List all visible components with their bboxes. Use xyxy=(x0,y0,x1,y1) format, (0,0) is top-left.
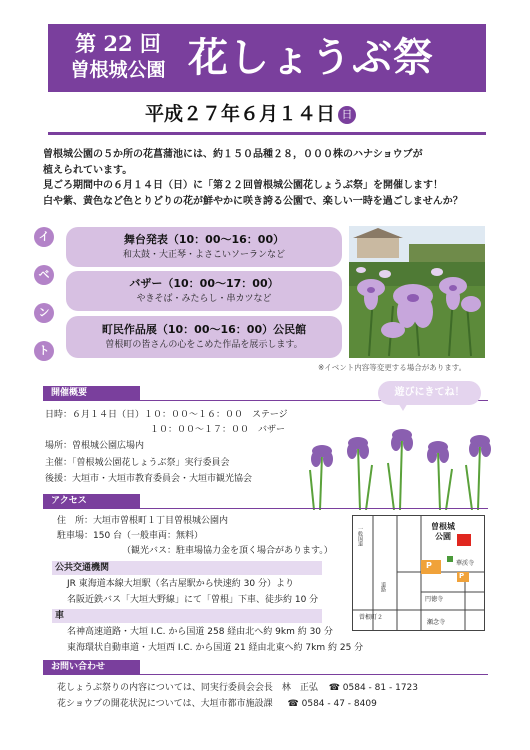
intro-line: 見ごろ期間中の６月１４日（日）に「第２２回曽根城公園花しょうぶ祭」を開催します！ xyxy=(43,180,443,191)
park-name: 曽根城公園 xyxy=(70,59,166,81)
access-parking-note: （観光バス：駐車場協力金を頂く場合があります。） xyxy=(122,546,333,556)
section-divider xyxy=(43,674,488,675)
event-card-stage xyxy=(66,227,342,267)
section-divider xyxy=(43,508,488,509)
event-side-char: ン xyxy=(34,303,54,323)
iris-photo xyxy=(349,226,485,358)
map-road-label: 一般国道 xyxy=(357,526,363,546)
map-road-label: 道路 xyxy=(380,582,386,592)
overview-heading: 開催概要 xyxy=(43,386,140,401)
intro-line: 植えられています。 xyxy=(43,164,133,176)
map-parking-label: P xyxy=(426,561,432,570)
intro-line: 曽根城公園の５か所の花菖蒲池には、約１５０品種２８，０００株のハナショウブが xyxy=(43,149,423,160)
transit-line-1: JR 東海道本線大垣駅（名古屋駅から快速約 30 分）より xyxy=(67,579,294,589)
map-entoku-label: 円徳寺 xyxy=(425,596,444,603)
contact-phone[interactable]: 0584 - 47 - 8409 xyxy=(301,699,377,709)
change-notice: ※イベント内容等変更する場合があります。 xyxy=(318,363,467,372)
map-park-label: 公園 xyxy=(435,532,451,541)
edition-label: 第 22 回 xyxy=(75,31,161,56)
car-line-2: 東海環状自動車道・大垣西 I.C. から国道 21 経由北東へ約 7km 約 25 分 xyxy=(67,643,364,653)
iris-illustration xyxy=(300,425,500,510)
event-description: やきそば・みたらし・串カツなど xyxy=(136,294,272,304)
map-shinpo-label: 瀬念寺 xyxy=(427,619,446,626)
contact-heading: お問い合わせ xyxy=(43,660,140,675)
overview-host: 主催：「曽根城公園花しょうぶ祭」実行委員会 xyxy=(45,458,230,468)
event-card-bazaar xyxy=(66,271,342,311)
event-side-char: ベ xyxy=(34,265,54,285)
event-side-char: イ xyxy=(34,227,54,247)
contact-line-1 xyxy=(57,682,418,694)
map-kakei-label: 華渓寺 xyxy=(456,560,475,567)
access-map xyxy=(352,515,485,631)
access-parking: 駐車場：150 台（一般車両：無料） xyxy=(57,531,204,541)
event-title: 町民作品展（10：00～16：00）公民館 xyxy=(101,323,307,336)
date-text: 平成２７年６月１４日 xyxy=(145,103,336,125)
overview-support: 後援：大垣市・大垣市教育委員会・大垣市観光協会 xyxy=(45,474,253,484)
event-description: 和太鼓・大正琴・よさこいソーランなど xyxy=(122,250,285,260)
event-side-char: ト xyxy=(34,341,54,361)
car-heading: 車 xyxy=(52,609,322,623)
access-address: 住 所：大垣市曽根町１丁目曽根城公園内 xyxy=(57,516,229,526)
event-card-exhibit xyxy=(66,316,342,358)
speech-bubble: 遊びにきてね！ xyxy=(378,381,481,405)
overview-time-stage: 日時：６月１４日（日）１０：００～１６：００ ステージ xyxy=(45,410,288,420)
intro-paragraph xyxy=(43,147,503,209)
intro-line: 白や紫、黄色など色とりどりの花が鮮やかに咲き誇る公園で、楽しい一時を過ごしませんか？ xyxy=(43,195,463,207)
header-divider xyxy=(48,132,486,135)
contact-text: 花しょうぶ祭りの内容については、同実行委員会会長 林 正弘 xyxy=(57,683,318,693)
map-parking-label: P xyxy=(459,572,465,580)
overview-place: 場所：曽根城公園広場内 xyxy=(45,441,145,451)
contact-line-2 xyxy=(57,698,377,710)
title-banner xyxy=(48,24,486,92)
event-title: 舞台発表（10：00～16：00） xyxy=(123,233,285,246)
event-description: 曽根町の皆さんの心をこめた作品を展示します。 xyxy=(105,340,303,350)
map-park-label: 曽根城 xyxy=(431,522,455,531)
map-sone2-label: 曽根町２ xyxy=(359,614,384,621)
event-date xyxy=(145,99,356,129)
phone-icon: ☎ xyxy=(328,683,340,693)
speech-bubble-tail xyxy=(397,401,409,411)
contact-phone[interactable]: 0584 - 81 - 1723 xyxy=(342,683,418,693)
day-badge: 日 xyxy=(338,106,356,124)
transit-heading: 公共交通機関 xyxy=(52,561,322,575)
event-title: バザー（10：00～17：00） xyxy=(129,277,279,290)
overview-time-bazaar: １０：００～１７：００ バザー xyxy=(150,425,286,435)
access-heading: アクセス xyxy=(43,494,140,509)
car-line-1: 名神高速道路・大垣 I.C. から国道 258 経由北へ約 9km 約 30 分 xyxy=(67,627,333,637)
contact-text: 花ショウブの開花状況については、大垣市都市施設課 xyxy=(57,699,273,709)
festival-title: 花しょうぶ祭 xyxy=(188,35,434,81)
transit-line-2: 名阪近鉄バス「大垣大野線」にて「曽根」下車、徒歩約 10 分 xyxy=(67,595,319,605)
phone-icon: ☎ xyxy=(287,699,299,709)
